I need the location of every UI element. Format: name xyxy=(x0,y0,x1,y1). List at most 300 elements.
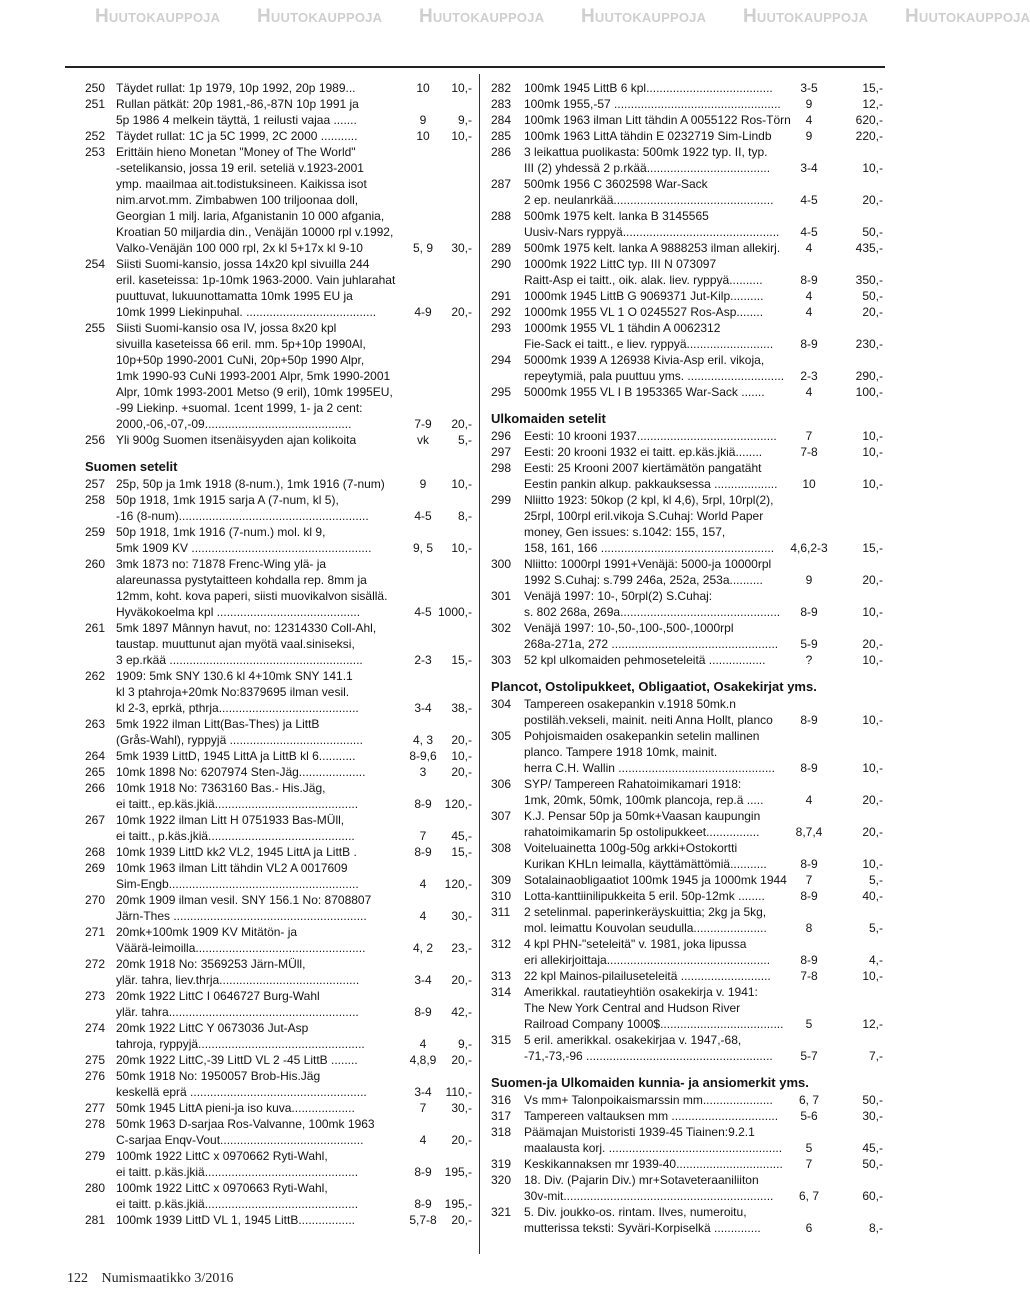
lot-entry xyxy=(491,112,883,128)
lot-description: 100mk 1945 LittB 6 kpl...................................... xyxy=(524,81,773,95)
lot-price: 10,- xyxy=(862,605,883,619)
lot-price: 20,- xyxy=(862,793,883,807)
lot-price: 30,- xyxy=(451,1101,472,1115)
lot-entry xyxy=(491,428,883,444)
lot-description: 22 kpl Mainos-pilailuseteleitä ........................... xyxy=(524,969,771,983)
lot-line xyxy=(85,748,470,764)
lot-price: 20,- xyxy=(862,193,883,207)
lot-condition: 4 xyxy=(419,877,427,891)
lot-number: 312 xyxy=(491,937,512,951)
lot-entry xyxy=(85,1180,470,1212)
left-column xyxy=(85,80,470,1228)
lot-line xyxy=(85,1116,470,1132)
lot-description: Erittäin hieno Monetan "Money of The World" xyxy=(116,145,356,159)
lot-number: 272 xyxy=(85,957,106,971)
lot-entry xyxy=(491,968,883,984)
lot-line xyxy=(491,460,883,476)
lot-entry xyxy=(491,288,883,304)
lot-entry xyxy=(491,1172,883,1204)
lot-description: Hyväkokoelma kpl ........................................... xyxy=(116,605,361,619)
lot-number: 269 xyxy=(85,861,106,875)
lot-description: 100mk 1963 ilman Litt tähdin A 0055122 Ros-Törn xyxy=(524,113,791,127)
lot-line xyxy=(491,904,883,920)
lot-line xyxy=(85,1004,470,1020)
lot-line xyxy=(85,796,470,812)
lot-description: 268a-271a, 272 .................................................. xyxy=(524,637,779,651)
lot-line xyxy=(85,892,470,908)
lot-number: 260 xyxy=(85,557,106,571)
lot-number: 303 xyxy=(491,653,512,667)
section-gap xyxy=(491,668,883,678)
lot-description: planco. Tampere 1918 10mk, mainit. xyxy=(524,745,718,759)
lot-condition: 7 xyxy=(805,1157,813,1171)
lot-entry xyxy=(85,812,470,844)
lot-condition: 9, 5 xyxy=(412,541,433,555)
lot-line xyxy=(491,840,883,856)
lot-price: 50,- xyxy=(862,1093,883,1107)
lot-line xyxy=(491,96,883,112)
lot-line xyxy=(491,144,883,160)
lot-description: eri allekirjoittaja................................................. xyxy=(524,953,771,967)
lot-line xyxy=(491,224,883,240)
lot-line xyxy=(85,812,470,828)
lot-entry xyxy=(85,80,470,96)
lot-line xyxy=(85,620,470,636)
lot-description: Täydet rullat: 1p 1979, 10p 1992, 20p 1989... xyxy=(116,81,356,95)
lot-price: 9,- xyxy=(457,113,472,127)
lot-entry xyxy=(85,1100,470,1116)
lot-line xyxy=(491,888,883,904)
lot-price: 5,- xyxy=(868,921,883,935)
lot-line xyxy=(85,80,470,96)
lot-line xyxy=(85,112,470,128)
lot-number: 297 xyxy=(491,445,512,459)
lot-line xyxy=(85,1100,470,1116)
lot-number: 261 xyxy=(85,621,106,635)
lot-description: Valko-Venäjän 100 000 rpl, 2x kl 5+17x kl 9-10 xyxy=(116,241,363,255)
lot-entry xyxy=(85,144,470,256)
lot-price: 5,- xyxy=(868,873,883,887)
lot-condition: 4 xyxy=(419,1133,427,1147)
lot-line xyxy=(491,288,883,304)
lot-number: 253 xyxy=(85,145,106,159)
lot-description: 1000mk 1945 LittB G 9069371 Jut-Kilp.......... xyxy=(524,289,764,303)
lot-number: 314 xyxy=(491,985,512,999)
lot-entry xyxy=(491,888,883,904)
lot-description: 4 kpl PHN-"seteleitä" v. 1981, joka lipussa xyxy=(524,937,747,951)
lot-description: alareunassa pystytaitteen kohdalla rep. 8mm ja xyxy=(116,573,367,587)
lot-condition: 7 xyxy=(419,829,427,843)
lot-description: sivuilla kaseteissa 66 eril. mm. 5p+10p 1990Al, xyxy=(116,337,366,351)
lot-entry xyxy=(491,492,883,556)
lot-condition: 7-8 xyxy=(800,969,818,983)
lot-entry xyxy=(85,1068,470,1100)
lot-price: 10,- xyxy=(451,81,472,95)
lot-price: 20,- xyxy=(862,637,883,651)
lot-line xyxy=(491,1140,883,1156)
lot-line xyxy=(85,208,470,224)
lot-line xyxy=(491,636,883,652)
lot-line xyxy=(491,620,883,636)
lot-line xyxy=(491,540,883,556)
lot-entry xyxy=(85,716,470,748)
banner-word: Huutokauppoja xyxy=(581,6,707,27)
lot-number: 289 xyxy=(491,241,512,255)
lot-description: herra C.H. Wallin ............................................... xyxy=(524,761,775,775)
lot-entry xyxy=(491,620,883,652)
lot-number: 305 xyxy=(491,729,512,743)
lot-line xyxy=(491,492,883,508)
lot-description: 2 setelinmal. paperinkeräyskuittia; 2kg ja 5kg, xyxy=(524,905,767,919)
lot-line xyxy=(85,636,470,652)
lot-entry xyxy=(85,96,470,128)
lot-line xyxy=(85,224,470,240)
lot-line xyxy=(491,384,883,400)
lot-price: 4,- xyxy=(868,953,883,967)
lot-line xyxy=(85,320,470,336)
lot-line xyxy=(491,556,883,572)
lot-entry xyxy=(491,128,883,144)
lot-price: 350,- xyxy=(855,273,883,287)
lot-description: Raitt-Asp ei taitt., oik. alak. liev. ryppyä.......... xyxy=(524,273,763,287)
lot-description: Alpr, 10mk 1993-2001 Metso (9 eril), 10mk 1995EU, xyxy=(116,385,393,399)
lot-description: Fie-Sack ei taitt., e liev. ryppyä.......................... xyxy=(524,337,774,351)
lot-entry xyxy=(491,176,883,208)
lot-description: K.J. Pensar 50p ja 50mk+Vaasan kaupungin xyxy=(524,809,761,823)
lot-line xyxy=(85,860,470,876)
lot-description: 5mk 1909 KV ...................................................... xyxy=(116,541,372,555)
lot-price: 8,- xyxy=(457,509,472,523)
lot-number: 315 xyxy=(491,1033,512,1047)
lot-line xyxy=(85,304,470,320)
lot-line xyxy=(491,1032,883,1048)
lot-entry xyxy=(491,208,883,240)
lot-line xyxy=(491,808,883,824)
banner-word: Huutokauppoja xyxy=(95,6,221,27)
lot-entry xyxy=(85,556,470,620)
lot-number: 273 xyxy=(85,989,106,1003)
lot-line xyxy=(85,368,470,384)
lot-number: 300 xyxy=(491,557,512,571)
lot-line xyxy=(491,604,883,620)
lot-number: 277 xyxy=(85,1101,106,1115)
lot-entry xyxy=(85,1052,470,1068)
lot-number: 255 xyxy=(85,321,106,335)
lot-number: 306 xyxy=(491,777,512,791)
lot-description: 5000mk 1955 VL I B 1953365 War-Sack ....... xyxy=(524,385,765,399)
lot-condition: 8-9 xyxy=(414,1165,432,1179)
lot-line xyxy=(491,444,883,460)
lot-price: 12,- xyxy=(862,97,883,111)
lot-entry xyxy=(491,80,883,96)
lot-number: 309 xyxy=(491,873,512,887)
lot-number: 311 xyxy=(491,905,511,919)
lot-price: 10,- xyxy=(862,857,883,871)
lot-line xyxy=(85,160,470,176)
lot-entry xyxy=(85,1020,470,1052)
lot-number: 270 xyxy=(85,893,106,907)
lot-description: 50p 1918, 1mk 1915 sarja A (7-num, kl 5), xyxy=(116,493,339,507)
lot-line xyxy=(491,712,883,728)
lot-description: Kroatian 50 miljardia din., Venäjän 10000 rpl v.1992, xyxy=(116,225,394,239)
lot-price: 10,- xyxy=(451,477,472,491)
lot-condition: 9 xyxy=(419,113,427,127)
lot-description: ymp. maailmaa ait.todistuksineen. Kaikissa isot xyxy=(116,177,367,191)
lot-price: 20,- xyxy=(451,1133,472,1147)
lot-price: 7,- xyxy=(868,1049,883,1063)
lot-description: money, Gen issues: s.1042: 155, 157, xyxy=(524,525,726,539)
lot-line xyxy=(85,128,470,144)
lot-line xyxy=(85,176,470,192)
lot-line xyxy=(491,776,883,792)
lot-entry xyxy=(491,1092,883,1108)
lot-line xyxy=(491,1048,883,1064)
lot-condition: 8-9 xyxy=(800,337,818,351)
lot-description: 2000,-06,-07,-09............................................ xyxy=(116,417,352,431)
lot-description: 500mk 1975 kelt. lanka A 9888253 ilman allekirj. xyxy=(524,241,781,255)
lot-description: 500mk 1956 C 3602598 War-Sack xyxy=(524,177,708,191)
lot-line xyxy=(85,572,470,588)
lot-line xyxy=(491,872,883,888)
lot-description: 1mk, 20mk, 50mk, 100mk plancoja, rep.ä ..... xyxy=(524,793,764,807)
section-gap xyxy=(85,448,470,458)
lot-line xyxy=(85,524,470,540)
lot-condition: 5, 9 xyxy=(412,241,433,255)
lot-condition: 6, 7 xyxy=(798,1189,819,1203)
lot-line xyxy=(491,208,883,224)
lot-description: 100mk 1939 LittD VL 1, 1945 LittB................. xyxy=(116,1213,356,1227)
column-divider xyxy=(479,74,480,1254)
lot-price: 8,- xyxy=(868,1221,883,1235)
lot-description: nim.arvot.mm. Zimbabwen 100 triljoonaa doll, xyxy=(116,193,359,207)
lot-price: 10,- xyxy=(862,445,883,459)
lot-price: 195,- xyxy=(444,1197,472,1211)
lot-description: maalausta korj. .................................................... xyxy=(524,1141,783,1155)
lot-condition: 4 xyxy=(805,241,813,255)
lot-price: 15,- xyxy=(451,653,472,667)
lot-price: 5,- xyxy=(457,433,472,447)
lot-number: 250 xyxy=(85,81,106,95)
lot-description: 12mm, koht. kova paperi, siisti muovikalvon sisällä. xyxy=(116,589,388,603)
lot-line xyxy=(85,604,470,620)
lot-entry xyxy=(85,320,470,432)
lot-number: 284 xyxy=(491,113,512,127)
lot-condition: 4 xyxy=(805,305,813,319)
lot-line xyxy=(491,936,883,952)
lot-description: Sim-Engb......................................................... xyxy=(116,877,359,891)
lot-line xyxy=(85,1020,470,1036)
lot-price: 10,- xyxy=(451,749,472,763)
lot-number: 259 xyxy=(85,525,106,539)
lot-condition: 4-5 xyxy=(800,193,818,207)
lot-description: ei taitt. p.käs.jkiä.............................................. xyxy=(116,1165,359,1179)
lot-condition: 8-9 xyxy=(414,797,432,811)
lot-number: 254 xyxy=(85,257,106,271)
lot-description: ylär. tahra......................................................... xyxy=(116,1005,359,1019)
lot-number: 258 xyxy=(85,493,106,507)
lot-description: 5mk 1897 Mânnyn havut, no: 12314330 Coll-Ahl, xyxy=(116,621,377,635)
lot-entry xyxy=(85,780,470,812)
lot-line xyxy=(85,416,470,432)
lot-condition: 8 xyxy=(805,921,813,935)
lot-condition: 4 xyxy=(419,909,427,923)
lot-description: 25p, 50p ja 1mk 1918 (8-num.), 1mk 1916 (7-num) xyxy=(116,477,385,491)
lot-description: 1909: 5mk SNY 130.6 kl 4+10mk SNY 141.1 xyxy=(116,669,353,683)
lot-description: 100mk 1963 LittA tähdin E 0232719 Sim-Lindb xyxy=(524,129,772,143)
lot-description: Tampereen osakepankin v.1918 50mk.n xyxy=(524,697,736,711)
lot-price: 120,- xyxy=(444,797,472,811)
lot-entry xyxy=(85,476,470,492)
lot-condition: 5 xyxy=(805,1141,813,1155)
page-footer xyxy=(67,1271,233,1287)
lot-line xyxy=(85,716,470,732)
lot-condition: 9 xyxy=(805,97,813,111)
lot-line xyxy=(85,828,470,844)
lot-description: Tampereen valtauksen mm ................................ xyxy=(524,1109,779,1123)
lot-description: 3mk 1873 no: 71878 Frenc-Wing ylä- ja xyxy=(116,557,327,571)
lot-line xyxy=(85,1132,470,1148)
lot-price: 15,- xyxy=(451,845,472,859)
lot-description: The New York Central and Hudson River xyxy=(524,1001,741,1015)
lot-line xyxy=(491,952,883,968)
lot-line xyxy=(491,652,883,668)
lot-price: 1000,- xyxy=(437,605,472,619)
lot-description: Eesti: 20 krooni 1932 ei taitt. ep.käs.jkiä........ xyxy=(524,445,763,459)
lot-line xyxy=(491,984,883,1000)
lot-number: 285 xyxy=(491,129,512,143)
lot-line xyxy=(491,476,883,492)
lot-condition: ? xyxy=(805,653,813,667)
lot-line xyxy=(491,524,883,540)
lot-description: kl 3 ptahroja+20mk No:8379695 ilman vesil. xyxy=(116,685,350,699)
lot-condition: 7 xyxy=(419,1101,427,1115)
lot-line xyxy=(491,336,883,352)
lot-condition: 4-5 xyxy=(414,509,432,523)
lot-entry xyxy=(85,764,470,780)
lot-line xyxy=(85,764,470,780)
lot-price: 110,- xyxy=(445,1085,472,1099)
lot-line xyxy=(85,780,470,796)
lot-number: 262 xyxy=(85,669,106,683)
lot-line xyxy=(491,1016,883,1032)
lot-number: 282 xyxy=(491,81,512,95)
lot-line xyxy=(85,1212,470,1228)
lot-line xyxy=(85,700,470,716)
lot-condition: 4, 2 xyxy=(412,941,433,955)
lot-number: 286 xyxy=(491,145,512,159)
lot-price: 435,- xyxy=(855,241,883,255)
lot-description: Siisti Suomi-kansio, jossa 14x20 kpl sivuilla 244 xyxy=(116,257,370,271)
section-gap xyxy=(491,400,883,410)
lot-description: 1992 S.Cuhaj: s.799 246a, 252a, 253a.......... xyxy=(524,573,763,587)
lot-number: 310 xyxy=(491,889,512,903)
lot-description: Kurikan KHLn leimalla, käyttämättömiä........... xyxy=(524,857,767,871)
lot-entry xyxy=(491,556,883,588)
lot-price: 45,- xyxy=(862,1141,883,1155)
lot-line xyxy=(491,192,883,208)
lot-description: Eesti: 10 krooni 1937.......................................... xyxy=(524,429,777,443)
lot-entry xyxy=(85,1212,470,1228)
lot-description: tahroja, ryppyjä.................................................. xyxy=(116,1037,365,1051)
lot-condition: 2-3 xyxy=(414,653,432,667)
lot-line xyxy=(85,272,470,288)
lot-entry xyxy=(85,1116,470,1148)
lot-description: Nliitto: 1000rpl 1991+Venäjä: 5000-ja 10000rpl xyxy=(524,557,772,571)
lot-condition: 9 xyxy=(805,573,813,587)
lot-line xyxy=(85,256,470,272)
lot-description: Päämajan Muistoristi 1939-45 Tiainen:9.2.1 xyxy=(524,1125,755,1139)
lot-description: 18. Div. (Pajarin Div.) mr+Sotaveteraaniliiton xyxy=(524,1173,759,1187)
lot-condition: 8-9 xyxy=(414,1197,432,1211)
lot-price: 10,- xyxy=(862,429,883,443)
lot-number: 275 xyxy=(85,1053,106,1067)
lot-description: 25rpl, 100rpl eril.vikoja S.Cuhaj: World Paper xyxy=(524,509,764,523)
lot-price: 15,- xyxy=(862,541,883,555)
lot-price: 10,- xyxy=(862,969,883,983)
lot-description: 2 ep. neulanrkää................................................ xyxy=(524,193,774,207)
lot-entry xyxy=(491,460,883,492)
lot-number: 257 xyxy=(85,477,106,491)
lot-number: 319 xyxy=(491,1157,512,1171)
lot-line xyxy=(491,112,883,128)
lot-description: Eesti: 25 Krooni 2007 kiertämätön pangatäht xyxy=(524,461,762,475)
lot-condition: 8-9 xyxy=(800,761,818,775)
lot-line xyxy=(85,876,470,892)
lot-entry xyxy=(85,988,470,1020)
lot-description: 20mk+100mk 1909 KV Mitätön- ja xyxy=(116,925,298,939)
lot-line xyxy=(491,240,883,256)
lot-condition: 8-9 xyxy=(800,953,818,967)
lot-line xyxy=(491,1172,883,1188)
lot-entry xyxy=(491,936,883,968)
lot-description: Nliitto 1923: 50kop (2 kpl, kl 4,6), 5rpl, 10rpl(2), xyxy=(524,493,774,507)
lot-number: 276 xyxy=(85,1069,106,1083)
lot-description: Järn-Thes .......................................................... xyxy=(116,909,367,923)
lot-condition: 4-5 xyxy=(414,605,432,619)
banner-word: Huutokauppoja xyxy=(419,6,545,27)
lot-line xyxy=(85,144,470,160)
lot-line xyxy=(85,988,470,1004)
lot-line xyxy=(491,696,883,712)
lot-number: 308 xyxy=(491,841,512,855)
lot-entry xyxy=(491,1204,883,1236)
lot-description: ei taitt., ep.käs.jkiä........................................... xyxy=(116,797,359,811)
lot-condition: 10 xyxy=(416,81,430,95)
lot-price: 20,- xyxy=(451,1053,472,1067)
lot-entry xyxy=(491,1108,883,1124)
lot-number: 251 xyxy=(85,97,106,111)
lot-line xyxy=(85,940,470,956)
lot-condition: vk xyxy=(417,433,429,447)
lot-line xyxy=(491,352,883,368)
lot-line xyxy=(85,476,470,492)
lot-number: 291 xyxy=(491,289,512,303)
lot-entry xyxy=(85,668,470,716)
lot-number: 266 xyxy=(85,781,106,795)
lot-condition: 7-8 xyxy=(800,445,818,459)
lot-description: ei taitt. p.käs.jkiä.............................................. xyxy=(116,1197,359,1211)
lot-description: SYP/ Tampereen Rahatoimikamari 1918: xyxy=(524,777,742,791)
lot-description: 100mk 1922 LittC x 0970663 Ryti-Wahl, xyxy=(116,1181,328,1195)
lot-number: 293 xyxy=(491,321,512,335)
lot-description: 3 leikattua puolikasta: 500mk 1922 typ. II, typ. xyxy=(524,145,768,159)
lot-line xyxy=(85,908,470,924)
lot-condition: 8-9 xyxy=(800,605,818,619)
lot-description: keskellä eprä ..................................................... xyxy=(116,1085,367,1099)
lot-entry xyxy=(491,384,883,400)
lot-description: Lotta-kanttiinilipukkeita 5 eril. 50p-12mk ........ xyxy=(524,889,765,903)
lot-condition: 2-3 xyxy=(800,369,818,383)
